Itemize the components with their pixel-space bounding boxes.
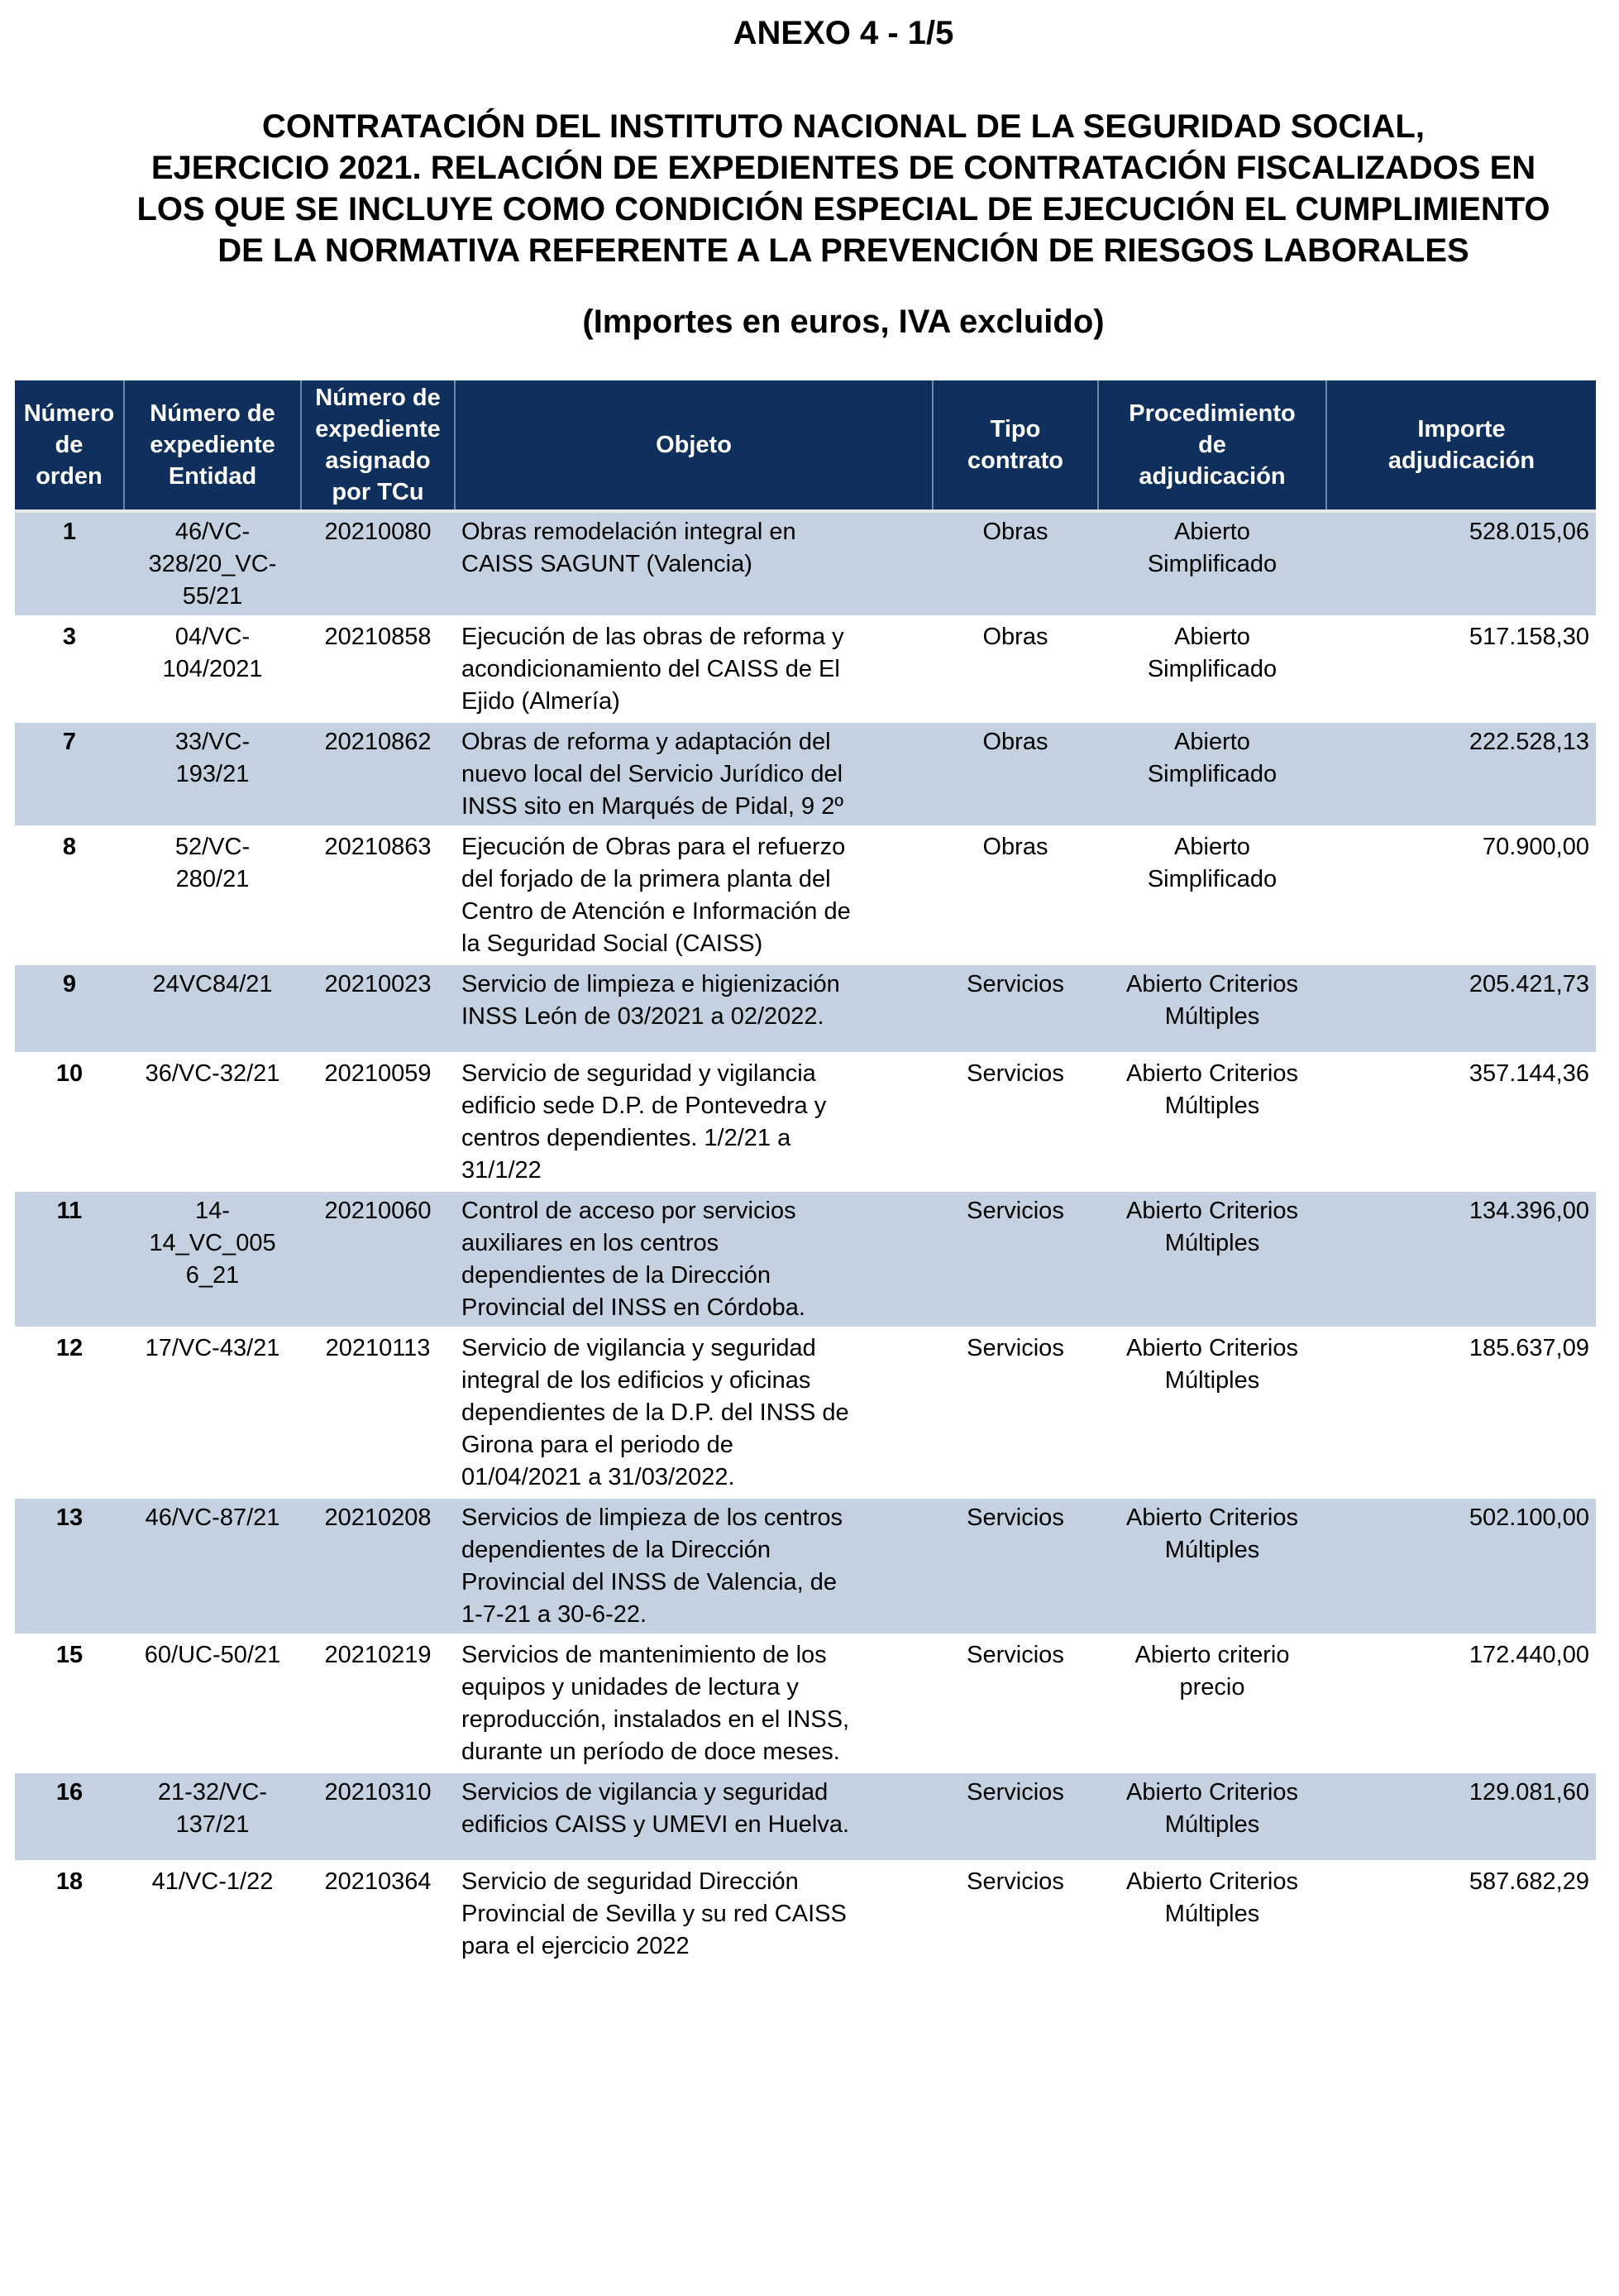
header-objeto: Objeto <box>455 380 933 511</box>
cell-tipo: Servicios <box>933 1635 1098 1772</box>
header-tipo-contrato: Tipo contrato <box>933 380 1098 511</box>
cell-importe: 70.900,00 <box>1326 827 1596 964</box>
cell-tcu: 20210862 <box>301 722 455 827</box>
cell-tipo: Obras <box>933 827 1098 964</box>
cell-tipo: Servicios <box>933 1498 1098 1635</box>
header-importe: Importe adjudicación <box>1326 380 1596 511</box>
header-expediente-entidad: Número de expediente Entidad <box>124 380 301 511</box>
cell-orden: 11 <box>15 1191 124 1328</box>
cell-objeto: Servicio de seguridad y vigilancia edificio sede D.P. de Pontevedra y centros dependientes. 1/2/21 a 31/1/22 <box>455 1054 933 1191</box>
cell-expediente: 46/VC-87/21 <box>124 1498 301 1635</box>
cell-tipo: Obras <box>933 722 1098 827</box>
header-procedimiento: Procedimiento de adjudicación <box>1098 380 1326 511</box>
cell-procedimiento: Abierto Simplificado <box>1098 511 1326 617</box>
cell-importe: 205.421,73 <box>1326 964 1596 1054</box>
cell-importe: 172.440,00 <box>1326 1635 1596 1772</box>
cell-orden: 15 <box>15 1635 124 1772</box>
cell-objeto: Servicios de mantenimiento de los equipos y unidades de lectura y reproducción, instalados en el INSS, durante un período de doce meses. <box>455 1635 933 1772</box>
document-title <box>0 106 1619 271</box>
cell-expediente: 52/VC- 280/21 <box>124 827 301 964</box>
table-row <box>15 827 1596 964</box>
cell-procedimiento: Abierto Criterios Múltiples <box>1098 1054 1326 1191</box>
cell-tipo: Servicios <box>933 1328 1098 1498</box>
cell-expediente: 41/VC-1/22 <box>124 1862 301 1967</box>
header-orden: Número de orden <box>15 380 124 511</box>
cell-tcu: 20210059 <box>301 1054 455 1191</box>
cell-importe: 222.528,13 <box>1326 722 1596 827</box>
cell-importe: 185.637,09 <box>1326 1328 1596 1498</box>
cell-procedimiento: Abierto Simplificado <box>1098 827 1326 964</box>
cell-objeto: Servicio de seguridad Dirección Provincial de Sevilla y su red CAISS para el ejercicio 2022 <box>455 1862 933 1967</box>
cell-orden: 1 <box>15 511 124 617</box>
cell-objeto: Ejecución de las obras de reforma y acondicionamiento del CAISS de El Ejido (Almería) <box>455 617 933 722</box>
cell-orden: 16 <box>15 1772 124 1862</box>
cell-objeto: Servicios de vigilancia y seguridad edificios CAISS y UMEVI en Huelva. <box>455 1772 933 1862</box>
cell-procedimiento: Abierto Simplificado <box>1098 617 1326 722</box>
title-line: EJERCICIO 2021. RELACIÓN DE EXPEDIENTES DE CONTRATACIÓN FISCALIZADOS EN <box>150 150 1536 186</box>
cell-procedimiento: Abierto Criterios Múltiples <box>1098 1772 1326 1862</box>
cell-expediente: 33/VC- 193/21 <box>124 722 301 827</box>
cell-tipo: Servicios <box>933 1054 1098 1191</box>
cell-orden: 3 <box>15 617 124 722</box>
cell-expediente: 04/VC- 104/2021 <box>124 617 301 722</box>
cell-importe: 517.158,30 <box>1326 617 1596 722</box>
cell-tcu: 20210219 <box>301 1635 455 1772</box>
cell-tcu: 20210364 <box>301 1862 455 1967</box>
cell-procedimiento: Abierto Simplificado <box>1098 722 1326 827</box>
cell-orden: 10 <box>15 1054 124 1191</box>
contracts-table <box>15 380 1596 1968</box>
cell-objeto: Obras de reforma y adaptación del nuevo local del Servicio Jurídico del INSS sito en Marqués de Pidal, 9 2º <box>455 722 933 827</box>
title-line: DE LA NORMATIVA REFERENTE A LA PREVENCIÓN DE RIESGOS LABORALES <box>217 232 1469 269</box>
title-line: CONTRATACIÓN DEL INSTITUTO NACIONAL DE LA SEGURIDAD SOCIAL, <box>262 108 1425 145</box>
cell-tcu: 20210208 <box>301 1498 455 1635</box>
cell-objeto: Servicios de limpieza de los centros dependientes de la Dirección Provincial del INSS de Valencia, de 1-7-21 a 30-6-22. <box>455 1498 933 1635</box>
title-line: LOS QUE SE INCLUYE COMO CONDICIÓN ESPECIAL DE EJECUCIÓN EL CUMPLIMIENTO <box>136 191 1550 227</box>
table-row <box>15 964 1596 1054</box>
cell-procedimiento: Abierto criterio precio <box>1098 1635 1326 1772</box>
cell-tipo: Servicios <box>933 964 1098 1054</box>
cell-expediente: 24VC84/21 <box>124 964 301 1054</box>
cell-tcu: 20210080 <box>301 511 455 617</box>
table-row <box>15 617 1596 722</box>
cell-importe: 502.100,00 <box>1326 1498 1596 1635</box>
cell-objeto: Ejecución de Obras para el refuerzo del forjado de la primera planta del Centro de Atención e Información de la Seguridad Social (CAISS) <box>455 827 933 964</box>
cell-expediente: 36/VC-32/21 <box>124 1054 301 1191</box>
cell-expediente: 14- 14_VC_005 6_21 <box>124 1191 301 1328</box>
cell-orden: 9 <box>15 964 124 1054</box>
table-row <box>15 1772 1596 1862</box>
cell-orden: 18 <box>15 1862 124 1967</box>
cell-tcu: 20210863 <box>301 827 455 964</box>
cell-importe: 129.081,60 <box>1326 1772 1596 1862</box>
cell-procedimiento: Abierto Criterios Múltiples <box>1098 1191 1326 1328</box>
table-row <box>15 1498 1596 1635</box>
cell-objeto: Obras remodelación integral en CAISS SAGUNT (Valencia) <box>455 511 933 617</box>
cell-tcu: 20210310 <box>301 1772 455 1862</box>
cell-procedimiento: Abierto Criterios Múltiples <box>1098 1862 1326 1967</box>
cell-expediente: 46/VC- 328/20_VC- 55/21 <box>124 511 301 617</box>
table-row <box>15 1328 1596 1498</box>
table-row <box>15 1635 1596 1772</box>
cell-importe: 357.144,36 <box>1326 1054 1596 1191</box>
cell-procedimiento: Abierto Criterios Múltiples <box>1098 1328 1326 1498</box>
table-row <box>15 722 1596 827</box>
table-row <box>15 511 1596 617</box>
table-row <box>15 1862 1596 1967</box>
table-header-row <box>15 380 1596 511</box>
cell-tcu: 20210858 <box>301 617 455 722</box>
cell-tcu: 20210060 <box>301 1191 455 1328</box>
table-row <box>15 1054 1596 1191</box>
cell-orden: 8 <box>15 827 124 964</box>
cell-expediente: 17/VC-43/21 <box>124 1328 301 1498</box>
cell-importe: 528.015,06 <box>1326 511 1596 617</box>
cell-tipo: Servicios <box>933 1191 1098 1328</box>
cell-orden: 12 <box>15 1328 124 1498</box>
cell-procedimiento: Abierto Criterios Múltiples <box>1098 964 1326 1054</box>
cell-objeto: Servicio de vigilancia y seguridad integral de los edificios y oficinas dependientes de la D.P. del INSS de Girona para el periodo de 01/04/2021 a 31/03/2022. <box>455 1328 933 1498</box>
cell-procedimiento: Abierto Criterios Múltiples <box>1098 1498 1326 1635</box>
cell-orden: 13 <box>15 1498 124 1635</box>
cell-orden: 7 <box>15 722 124 827</box>
cell-expediente: 60/UC-50/21 <box>124 1635 301 1772</box>
amounts-note: (Importes en euros, IVA excluido) <box>582 304 1105 340</box>
cell-tipo: Obras <box>933 511 1098 617</box>
cell-tcu: 20210023 <box>301 964 455 1054</box>
cell-tipo: Obras <box>933 617 1098 722</box>
cell-objeto: Servicio de limpieza e higienización INSS León de 03/2021 a 02/2022. <box>455 964 933 1054</box>
cell-tcu: 20210113 <box>301 1328 455 1498</box>
cell-importe: 587.682,29 <box>1326 1862 1596 1967</box>
header-expediente-tcu: Número de expediente asignado por TCu <box>301 380 455 511</box>
cell-tipo: Servicios <box>933 1862 1098 1967</box>
cell-tipo: Servicios <box>933 1772 1098 1862</box>
annex-label: ANEXO 4 - 1/5 <box>733 15 954 51</box>
cell-objeto: Control de acceso por servicios auxiliares en los centros dependientes de la Dirección Provincial del INSS en Córdoba. <box>455 1191 933 1328</box>
cell-importe: 134.396,00 <box>1326 1191 1596 1328</box>
table-row <box>15 1191 1596 1328</box>
cell-expediente: 21-32/VC- 137/21 <box>124 1772 301 1862</box>
